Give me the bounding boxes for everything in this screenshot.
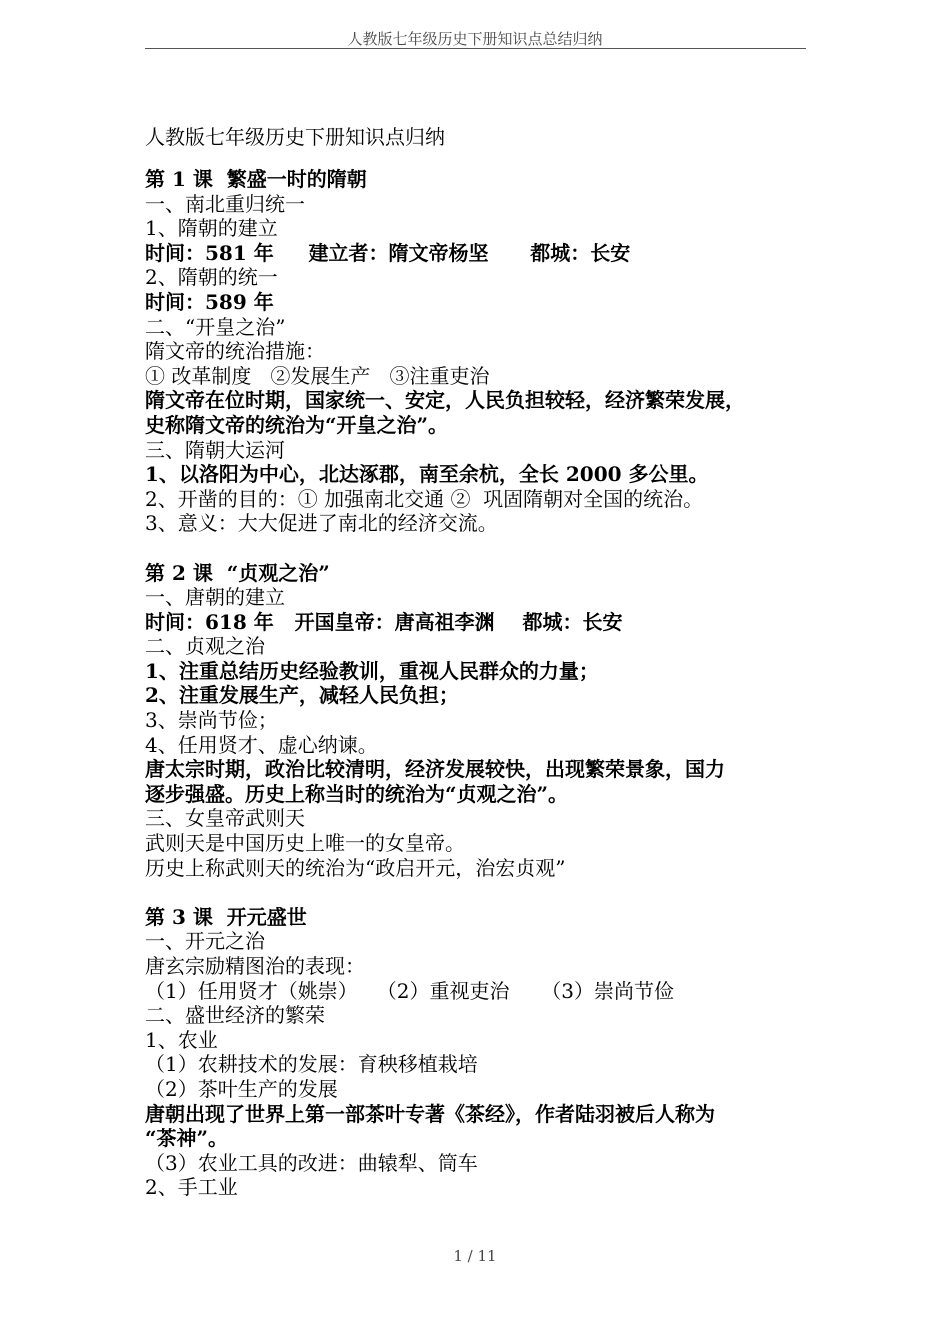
lesson-1-heading: 第 1 课 繁盛一时的隋朝 [145,167,367,191]
text-line: （1）任用贤才（姚崇） （2）重视吏治 （3）崇尚节俭 [145,978,675,1003]
text-line: 时间：618 年 开国皇帝：唐高祖李渊 都城：长安 [145,609,623,634]
text-line: 2、手工业 [145,1175,238,1200]
text-line: 1、农业 [145,1027,218,1052]
document-body [145,123,825,1200]
lesson-3-heading: 第 3 课 开元盛世 [145,904,307,929]
text-line: 历史上称武则天的统治为“政启开元，治宏贞观” [145,855,566,880]
text-line: （3）农业工具的改进：曲辕犁、筒车 [145,1150,478,1175]
section-heading: 二、盛世经济的繁荣 [145,1003,325,1028]
text-line: 唐玄宗励精图治的表现： [145,954,365,978]
header-divider [145,48,806,49]
text-line: 3、崇尚节俭； [145,708,278,733]
section-heading: 二、“开皇之治” [145,314,286,339]
lesson-2-heading: 第 2 课 “贞观之治” [145,560,330,585]
lesson-2-section [145,561,825,881]
text-line: （2）茶叶生产的发展 [145,1076,338,1101]
text-line: 隋文帝的统治措施： [145,339,325,364]
section-heading: 二、贞观之治 [145,634,265,659]
text-line: 2、隋朝的统一 [145,265,278,290]
lesson-3-section [145,905,825,1200]
text-line: 1、隋朝的建立 [145,216,278,241]
page-number: 1 / 11 [453,1247,497,1265]
text-line: （1）农耕技术的发展：育秧移植栽培 [145,1052,478,1077]
section-heading: 一、唐朝的建立 [145,585,285,610]
text-line: 史称隋文帝的统治为“开皇之治”。 [145,412,449,437]
text-line: 时间：589 年 [145,289,274,314]
text-line: 唐朝出现了世界上第一部茶叶专著《茶经》，作者陆羽被后人称为 [145,1101,715,1126]
section-heading: 一、南北重归统一 [145,191,305,216]
text-line: 4、任用贤才、虚心纳谏。 [145,732,378,757]
text-line: 1、注重总结历史经验教训，重视人民群众的力量； [145,658,599,683]
text-line: 隋文帝在位时期，国家统一、安定，人民负担较轻，经济繁荣发展， [145,388,745,413]
text-line: “茶神”。 [145,1126,229,1151]
lesson-1-section [145,167,825,536]
text-line: ① 改革制度 ②发展生产 ③注重吏治 [145,363,490,388]
document-title: 人教版七年级历史下册知识点归纳 [145,125,445,149]
running-header: 人教版七年级历史下册知识点总结归纳 [347,30,603,48]
text-line: 唐太宗时期，政治比较清明，经济发展较快，出现繁荣景象，国力 [145,757,725,782]
text-line: 3、意义：大大促进了南北的经济交流。 [145,511,498,536]
text-line: 2、开凿的目的：① 加强南北交通 ② 巩固隋朝对全国的统治。 [145,486,704,511]
text-line: 武则天是中国历史上唯一的女皇帝。 [145,831,465,856]
text-line: 逐步强盛。历史上称当时的统治为“贞观之治”。 [145,781,569,806]
section-heading: 一、开元之治 [145,929,265,954]
text-line: 时间：581 年 建立者：隋文帝杨坚 都城：长安 [145,240,631,265]
section-heading: 三、隋朝大运河 [145,437,285,462]
text-line: 2、注重发展生产，减轻人民负担； [145,683,459,708]
text-line: 1、以洛阳为中心，北达涿郡，南至余杭，全长 2000 多公里。 [145,462,709,487]
spacer [145,880,825,905]
section-heading: 三、女皇帝武则天 [145,806,305,831]
spacer [145,536,825,561]
